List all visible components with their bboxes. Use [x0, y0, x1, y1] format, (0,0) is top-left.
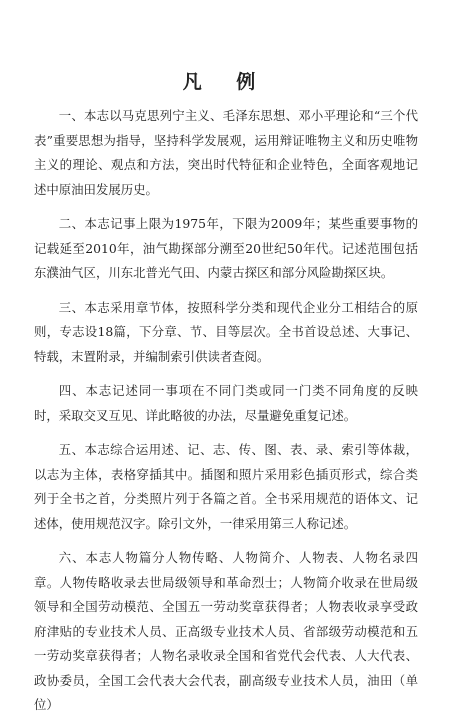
paragraph-3: 三、本志采用章节体，按照科学分类和现代企业分工相结合的原则，专志设18篇，下分章、节、目等层次。全书首设总述、大事记、特载，末置附录，并编制索引供读者查阅。 — [34, 299, 418, 364]
paragraph-4: 四、本志记述同一事项在不同门类或同一门类不同角度的反映时，采取交叉互见、详此略彼的办法，尽量避免重复记述。 — [34, 383, 418, 423]
paragraph-5: 五、本志综合运用述、记、志、传、图、表、录、索引等体裁，以志为主体，表格穿插其中。插图和照片采用彩色插页形式，综合类列于全书之首，分类照片列于各篇之首。全书采用规范的语体文、记述体，使用规范汉字。除引文外，一律采用第三人称记述。 — [34, 442, 418, 531]
paragraph-2: 二、本志记事上限为1975年，下限为2009年；某些重要事物的记载延至2010年，油气勘探部分溯至20世纪50年代。记述范围包括东濮油气区，川东北普光气田、内蒙古探区和部分风险勘探区块。 — [34, 216, 418, 280]
page-title: 凡 例 — [182, 71, 270, 93]
paragraph-1: 一、本志以马克思列宁主义、毛泽东思想、邓小平理论和“三个代表”重要思想为指导，坚持科学发展观，运用辩证唯物主义和历史唯物主义的理论、观点和方法，突出时代特征和企业特色，全面客观地记述中原油田发展历史。 — [34, 108, 418, 197]
paragraph-6: 六、本志人物篇分人物传略、人物简介、人物表、人物名录四章。人物传略收录去世局级领导和革命烈士；人物简介收录在世局级领导和全国劳动模范、全国五一劳动奖章获得者；人物表收录享受政府津贴的专业技术人员、正高级专业技术人员、省部级劳动模范和五一劳动奖章获得者；人物名录收录全国和省党代会代表、人大代表、政协委员，全国工会代表大会代表，副高级专业技术人员，油田（单位） — [34, 550, 418, 712]
